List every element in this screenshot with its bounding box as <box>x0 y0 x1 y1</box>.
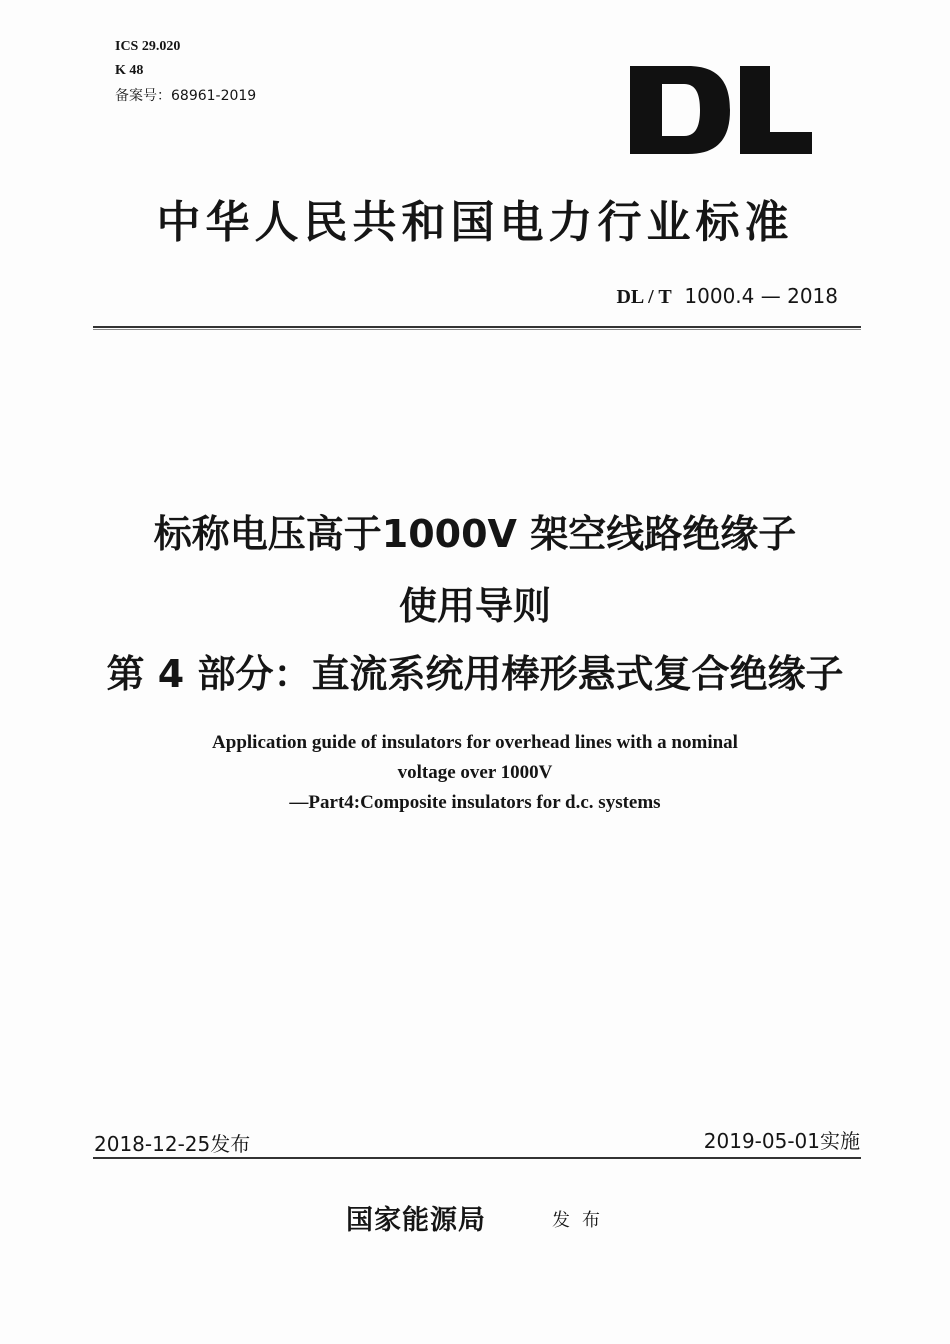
logo-letter-l <box>740 66 812 154</box>
chinese-title-line-2: 使用导则 <box>398 584 551 628</box>
logo-letter-d <box>630 66 730 154</box>
english-title-line-2: voltage over 1000V <box>397 762 553 783</box>
publisher-name: 国家能源局 <box>346 1205 486 1236</box>
chinese-title-line-1: 标称电压高于1000V 架空线路绝缘子 <box>153 512 797 556</box>
standard-number <box>616 284 838 309</box>
effective-date: 2019-05-01实施 <box>703 1129 860 1153</box>
footer-divider <box>93 1157 861 1159</box>
publish-label: 发布 <box>552 1210 612 1231</box>
ics-code: ICS 29.020 <box>115 39 181 54</box>
english-title-line-3: —Part4:Composite insulators for d.c. systems <box>289 792 661 813</box>
header-divider <box>93 326 861 328</box>
standard-code: 1000.4 — 2018 <box>684 284 838 308</box>
issue-date: 2018-12-25发布 <box>94 1132 251 1156</box>
record-number: 备案号：68961-2019 <box>115 88 257 104</box>
issuing-body-title: 中华人民共和国电力行业标准 <box>156 197 794 248</box>
english-title-line-1: Application guide of insulators for overhead lines with a nominal <box>212 732 738 753</box>
chinese-title-line-3: 第 4 部分：直流系统用棒形悬式复合绝缘子 <box>106 652 844 696</box>
header-divider-thin <box>93 329 861 330</box>
classification-code: K 48 <box>115 63 144 78</box>
standard-prefix: DL / T <box>616 286 672 308</box>
